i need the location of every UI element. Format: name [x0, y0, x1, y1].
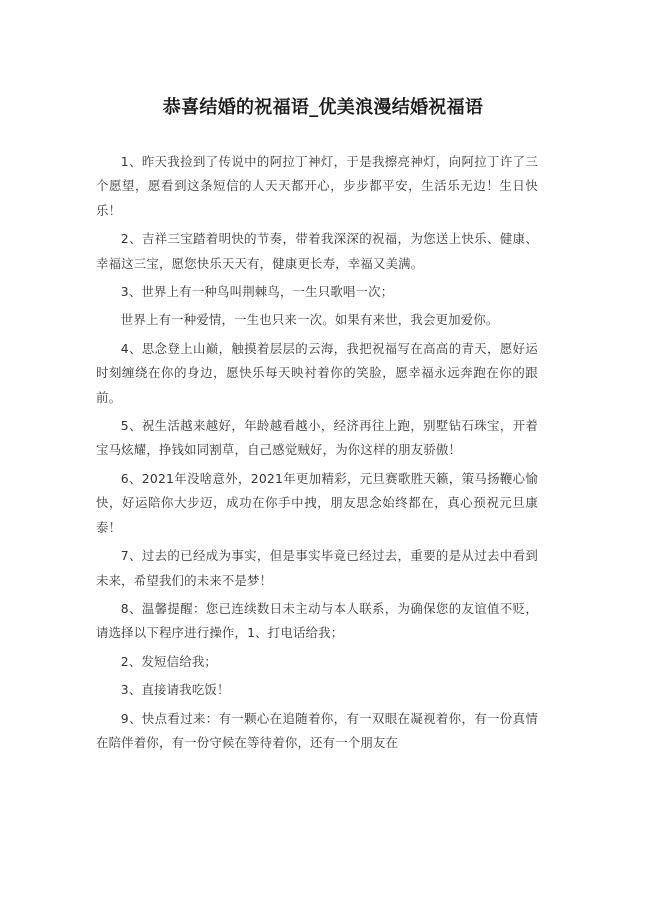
paragraph-8-item-2: 2、发短信给我； [120, 653, 218, 669]
paragraph-6: 6、2021年没啥意外，2021年更加精彩，元旦赛歌胜天籁，策马扬鞭心愉快，好运陪你大步迈，成功在你手中拽，朋友思念始终都在，真心预祝元旦康泰！ [96, 470, 538, 535]
paragraph-9: 9、快点看过来：有一颗心在追随着你，有一双眼在凝视着你，有一份真情在陪伴着你，有一份守候在等待着你，还有一个朋友在 [96, 710, 538, 750]
paragraph-2: 2、吉祥三宝踏着明快的节奏，带着我深深的祝福，为您送上快乐、健康、幸福这三宝，愿您快乐天天有，健康更长寿，幸福又美满。 [96, 231, 538, 271]
paragraph-4: 4、思念登上山巅，触摸着层层的云海，我把祝福写在高高的青天，愿好运时刻缠绕在你的身边，愿快乐每天映衬着你的笑脸，愿幸福永远奔跑在你的跟前。 [96, 340, 538, 405]
paragraph-1: 1、昨天我捡到了传说中的阿拉丁神灯，于是我擦亮神灯，向阿拉丁许了三个愿望，愿看到这条短信的人天天都开心，步步都平安，生活乐无边！生日快乐！ [96, 154, 538, 218]
paragraph-8: 8、温馨提醒：您已连续数日未主动与本人联系，为确保您的友谊值不贬，请选择以下程序进行操作，1、打电话给我； [96, 600, 538, 641]
paragraph-5: 5、祝生活越来越好，年龄越看越小，经济再往上跑，别墅钻石珠宝，开着宝马炫耀，挣钱如同割草，自己感觉贼好，为你这样的朋友骄傲！ [96, 418, 538, 458]
paragraph-7: 7、过去的已经成为事实，但是事实毕竟已经过去，重要的是从过去中看到未来，希望我们的未来不是梦！ [96, 548, 538, 588]
document-title: 恭喜结婚的祝福语_优美浪漫结婚祝福语 [162, 97, 484, 118]
paragraph-3-continued: 世界上有一种爱情，一生也只来一次。如果有来世，我会更加爱你。 [120, 312, 499, 328]
document-body [96, 150, 538, 755]
paragraph-8-item-3: 3、直接请我吃饭！ [120, 682, 230, 698]
paragraph-3: 3、世界上有一种鸟叫荆棘鸟，一生只歌唱一次； [120, 284, 394, 300]
